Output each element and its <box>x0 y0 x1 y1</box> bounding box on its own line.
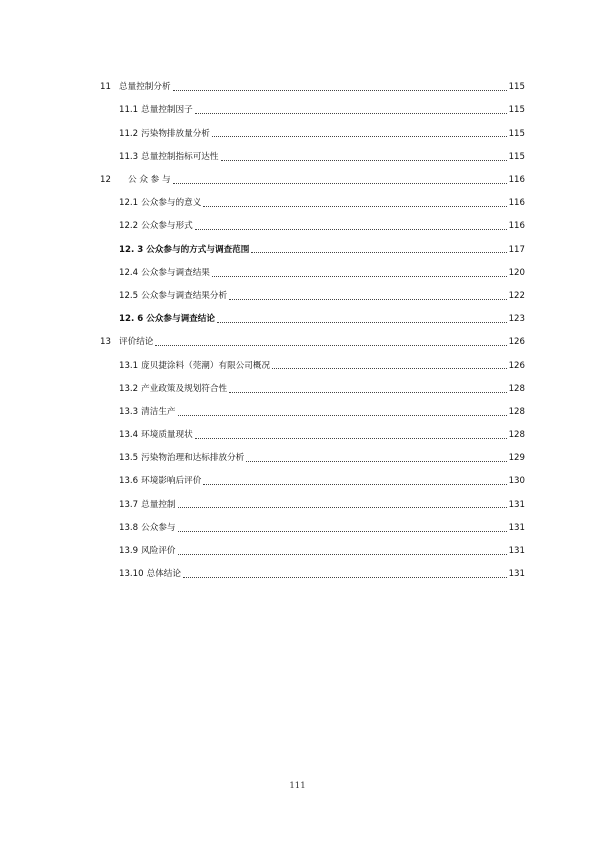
toc-entry-page: 123 <box>508 314 525 325</box>
page-number: 111 <box>289 781 306 791</box>
toc-entry-title: 污染物治理和达标排放分析 <box>141 453 245 464</box>
toc-entry-page: 128 <box>508 383 525 394</box>
toc-entry-number: 13.8 <box>119 522 139 533</box>
dot-leader <box>178 554 507 555</box>
toc-entry[interactable] <box>100 331 525 354</box>
toc-entry-page: 120 <box>508 267 525 278</box>
toc-entry[interactable] <box>100 146 525 169</box>
toc-entry-number: 11.2 <box>119 128 139 139</box>
toc-entry-title: 总量控制指标可达性 <box>141 151 219 162</box>
dot-leader <box>217 322 507 323</box>
toc-entry-title: 公众参与 <box>141 522 176 533</box>
toc-entry[interactable] <box>100 377 525 400</box>
toc-entry[interactable] <box>100 285 525 308</box>
dot-leader <box>173 183 507 184</box>
toc-entry-number: 12 <box>100 175 111 186</box>
toc-entry-title: 公众参与的方式与调查范围 <box>146 244 250 255</box>
dot-leader <box>195 438 507 439</box>
toc-entry-page: 116 <box>508 175 525 186</box>
toc-entry-number: 13.7 <box>119 499 139 510</box>
toc-entry-page: 131 <box>508 546 525 557</box>
toc-entry-number: 13.2 <box>119 383 139 394</box>
toc-entry[interactable] <box>100 493 525 516</box>
toc-entry-number: 11.1 <box>119 105 139 116</box>
dot-leader <box>195 229 507 230</box>
toc-entry-page: 126 <box>508 360 525 371</box>
toc-entry-title: 环境质量现状 <box>141 430 193 441</box>
toc-entry-number: 12. 3 <box>119 244 144 255</box>
table-of-contents <box>100 76 525 586</box>
toc-entry-number: 11 <box>100 82 111 93</box>
dot-leader <box>203 484 506 485</box>
toc-entry[interactable] <box>100 354 525 377</box>
dot-leader <box>178 507 507 508</box>
toc-entry[interactable] <box>100 76 525 99</box>
toc-entry-title: 公众参与调查结果分析 <box>141 290 228 301</box>
toc-entry[interactable] <box>100 401 525 424</box>
toc-entry-page: 126 <box>508 337 525 348</box>
dot-leader <box>212 136 507 137</box>
toc-entry-number: 13.3 <box>119 406 139 417</box>
toc-entry-title: 总量控制 <box>141 499 176 510</box>
toc-entry-page: 117 <box>508 244 525 255</box>
toc-entry-number: 13.1 <box>119 360 139 371</box>
toc-entry-number: 13 <box>100 337 111 348</box>
toc-entry-page: 115 <box>508 105 525 116</box>
toc-entry[interactable] <box>100 563 525 586</box>
toc-entry-page: 115 <box>508 82 525 93</box>
toc-entry-title: 评价结论 <box>119 337 154 348</box>
toc-entry-page: 130 <box>508 476 525 487</box>
toc-entry-number: 12.5 <box>119 290 139 301</box>
toc-entry-title: 公众参与调查结果 <box>141 267 210 278</box>
toc-entry[interactable] <box>100 99 525 122</box>
dot-leader <box>212 276 507 277</box>
toc-entry-number: 12.1 <box>119 198 139 209</box>
toc-entry-number: 13.5 <box>119 453 139 464</box>
toc-entry-title: 公众参与的意义 <box>141 198 202 209</box>
toc-entry-title: 风险评价 <box>141 546 176 557</box>
toc-entry-page: 128 <box>508 406 525 417</box>
toc-entry-number: 11.3 <box>119 151 139 162</box>
toc-entry[interactable] <box>100 540 525 563</box>
toc-entry-number: 13.9 <box>119 546 139 557</box>
toc-entry-title: 清洁生产 <box>141 406 176 417</box>
toc-entry-number: 12.2 <box>119 221 139 232</box>
toc-entry-title: 污染物排放量分析 <box>141 128 210 139</box>
toc-entry-title: 总量控制因子 <box>141 105 193 116</box>
toc-entry-page: 115 <box>508 128 525 139</box>
toc-entry[interactable] <box>100 424 525 447</box>
toc-entry[interactable] <box>100 470 525 493</box>
toc-entry-title: 公众参与形式 <box>141 221 193 232</box>
toc-entry-page: 131 <box>508 499 525 510</box>
toc-entry-title: 公众参与调查结论 <box>146 314 215 325</box>
toc-entry-number: 13.4 <box>119 430 139 441</box>
toc-entry-page: 115 <box>508 151 525 162</box>
toc-entry[interactable] <box>100 169 525 192</box>
dot-leader <box>272 368 507 369</box>
toc-entry[interactable] <box>100 192 525 215</box>
dot-leader <box>251 252 506 253</box>
toc-entry-number: 13.10 <box>119 569 144 580</box>
dot-leader <box>155 345 506 346</box>
toc-entry-title: 公 众 参 与 <box>128 175 171 186</box>
toc-entry-page: 131 <box>508 569 525 580</box>
toc-entry[interactable] <box>100 447 525 470</box>
toc-entry-number: 13.6 <box>119 476 139 487</box>
toc-entry-page: 122 <box>508 290 525 301</box>
toc-entry-title: 环境影响后评价 <box>141 476 202 487</box>
toc-entry[interactable] <box>100 215 525 238</box>
toc-entry[interactable] <box>100 238 525 261</box>
dot-leader <box>195 113 507 114</box>
toc-entry[interactable] <box>100 262 525 285</box>
toc-entry-page: 116 <box>508 198 525 209</box>
toc-entry-title: 产业政策及规划符合性 <box>141 383 228 394</box>
toc-entry[interactable] <box>100 308 525 331</box>
toc-entry[interactable] <box>100 122 525 145</box>
dot-leader <box>178 531 507 532</box>
toc-entry-number: 12. 6 <box>119 314 144 325</box>
dot-leader <box>229 299 507 300</box>
dot-leader <box>221 160 507 161</box>
dot-leader <box>229 392 507 393</box>
dot-leader <box>246 461 506 462</box>
dot-leader <box>178 415 507 416</box>
toc-entry-page: 129 <box>508 453 525 464</box>
toc-entry-title: 总量控制分析 <box>119 82 171 93</box>
dot-leader <box>203 206 506 207</box>
toc-entry-page: 131 <box>508 522 525 533</box>
toc-entry-title: 庞贝捷涂料（莞潮）有限公司概况 <box>141 360 271 371</box>
toc-entry-page: 128 <box>508 430 525 441</box>
toc-entry-number: 12.4 <box>119 267 139 278</box>
toc-entry-title: 总体结论 <box>146 569 181 580</box>
dot-leader <box>183 577 507 578</box>
toc-entry[interactable] <box>100 517 525 540</box>
toc-entry-page: 116 <box>508 221 525 232</box>
dot-leader <box>173 90 507 91</box>
